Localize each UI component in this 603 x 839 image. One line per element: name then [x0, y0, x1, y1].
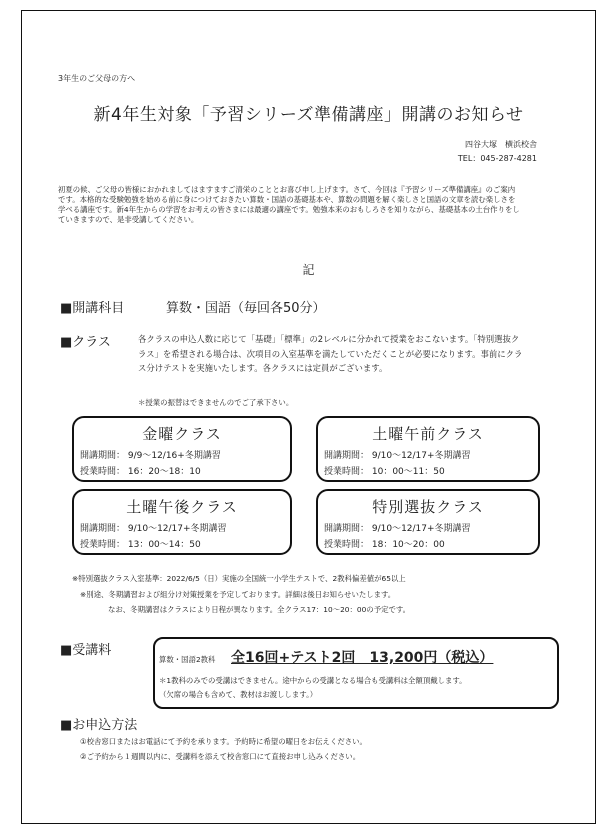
- notice-page: [21, 10, 596, 824]
- class-time: 授業時間： 13：00〜14：50: [80, 540, 201, 550]
- class-name: 土曜午前クラス: [372, 425, 484, 443]
- addressee: 3年生のご父母の方へ: [58, 74, 136, 83]
- apply-step-1: ①校舎窓口またはお電話にて予約を承ります。予約時に希望の曜日をお伝えください。: [80, 737, 367, 746]
- subjects-value: 算数・国語（毎回各50分）: [166, 301, 326, 316]
- apply-step-2: ②ご予約から１週間以内に、受講料を添えて校舎窓口にて直接お申し込みください。: [80, 752, 361, 761]
- class-period: 開講期間： 9/10〜12/17+冬期講習: [80, 524, 227, 534]
- class-box-saturday-pm: [72, 489, 292, 555]
- class-box-saturday-am: [316, 416, 540, 482]
- fee-heading: ■受講料: [60, 643, 112, 658]
- page-title: 新4年生対象「予習シリーズ準備講座」開講のお知らせ: [93, 105, 524, 125]
- intro-paragraph: 初夏の候、ご父母の皆様におかれましてはますますご清栄のこととお喜び申し上げます。さて、今回は『予習シリーズ準備講座』のご案内です。本格的な受験勉強を始める前に身につけておきたい算数・国語の基礎基本や、算数の問題を解く楽しさと国語の文章を読む楽しさを学べる講座です。新4年生からの学習をお考えの皆さまには最適の講座です。勉強本来のおもしろさを知りながら、基礎基本の土台作りをしていきますので、是非受講してください。: [58, 185, 520, 224]
- class-period: 開講期間： 9/9〜12/16+冬期講習: [80, 451, 221, 461]
- ki-mark: 記: [302, 263, 315, 277]
- class-time: 授業時間： 10：00〜11：50: [324, 467, 445, 477]
- class-period: 開講期間： 9/10〜12/17+冬期講習: [324, 451, 471, 461]
- class-time: 授業時間： 18：10〜20：00: [324, 540, 445, 550]
- winter-schedule-note: なお、冬期講習はクラスにより日程が異なります。全クラス17：10〜20：00の予定です。: [108, 605, 411, 614]
- class-box-special: [316, 489, 540, 555]
- classes-transfer-note: ＊授業の振替はできませんのでご了承下さい。: [138, 398, 294, 407]
- class-time: 授業時間： 16：20〜18：10: [80, 467, 201, 477]
- school-name: 四谷大塚 横浜校舎: [465, 140, 537, 149]
- school-tel: TEL：045-287-4281: [457, 154, 537, 163]
- subjects-heading: ■開講科目: [60, 301, 125, 316]
- fee-note: ＊1教科のみでの受講はできません。途中からの受講となる場合も受講料は全額頂戴します。: [159, 676, 467, 685]
- classes-heading: ■クラス: [60, 335, 111, 350]
- class-period: 開講期間： 9/10〜12/17+冬期講習: [324, 524, 471, 534]
- fee-amount: 全16回+テスト2回 13,200円（税込）: [231, 650, 494, 666]
- fee-materials-note: （欠席の場合も含めて、教材はお渡しします。）: [159, 690, 318, 699]
- classes-description: 各クラスの申込人数に応じて「基礎」「標準」の2レベルに分かれて授業をおこないます。「特別選抜クラス」を希望される場合は、次項目の入室基準を満たしていただくことが必要になります。事前にクラス分けテストを実施いたします。各クラスには定員がございます。: [138, 334, 523, 373]
- class-box-friday: [72, 416, 292, 482]
- winter-course-note: ※別途、冬期講習および組分け対策授業を予定しております。詳細は後日お知らせいたします。: [80, 590, 396, 599]
- fee-box: [153, 637, 559, 709]
- special-criteria-note: ※特別選抜クラス入室基準：2022/6/5（日）実施の全国統一小学生テストで、2教科偏差値が65以上: [72, 574, 406, 583]
- fee-label: 算数・国語2教科: [159, 655, 216, 664]
- class-name: 特別選抜クラス: [372, 498, 484, 516]
- class-name: 金曜クラス: [142, 425, 222, 443]
- apply-heading: ■お申込方法: [60, 718, 138, 733]
- class-name: 土曜午後クラス: [126, 498, 238, 516]
